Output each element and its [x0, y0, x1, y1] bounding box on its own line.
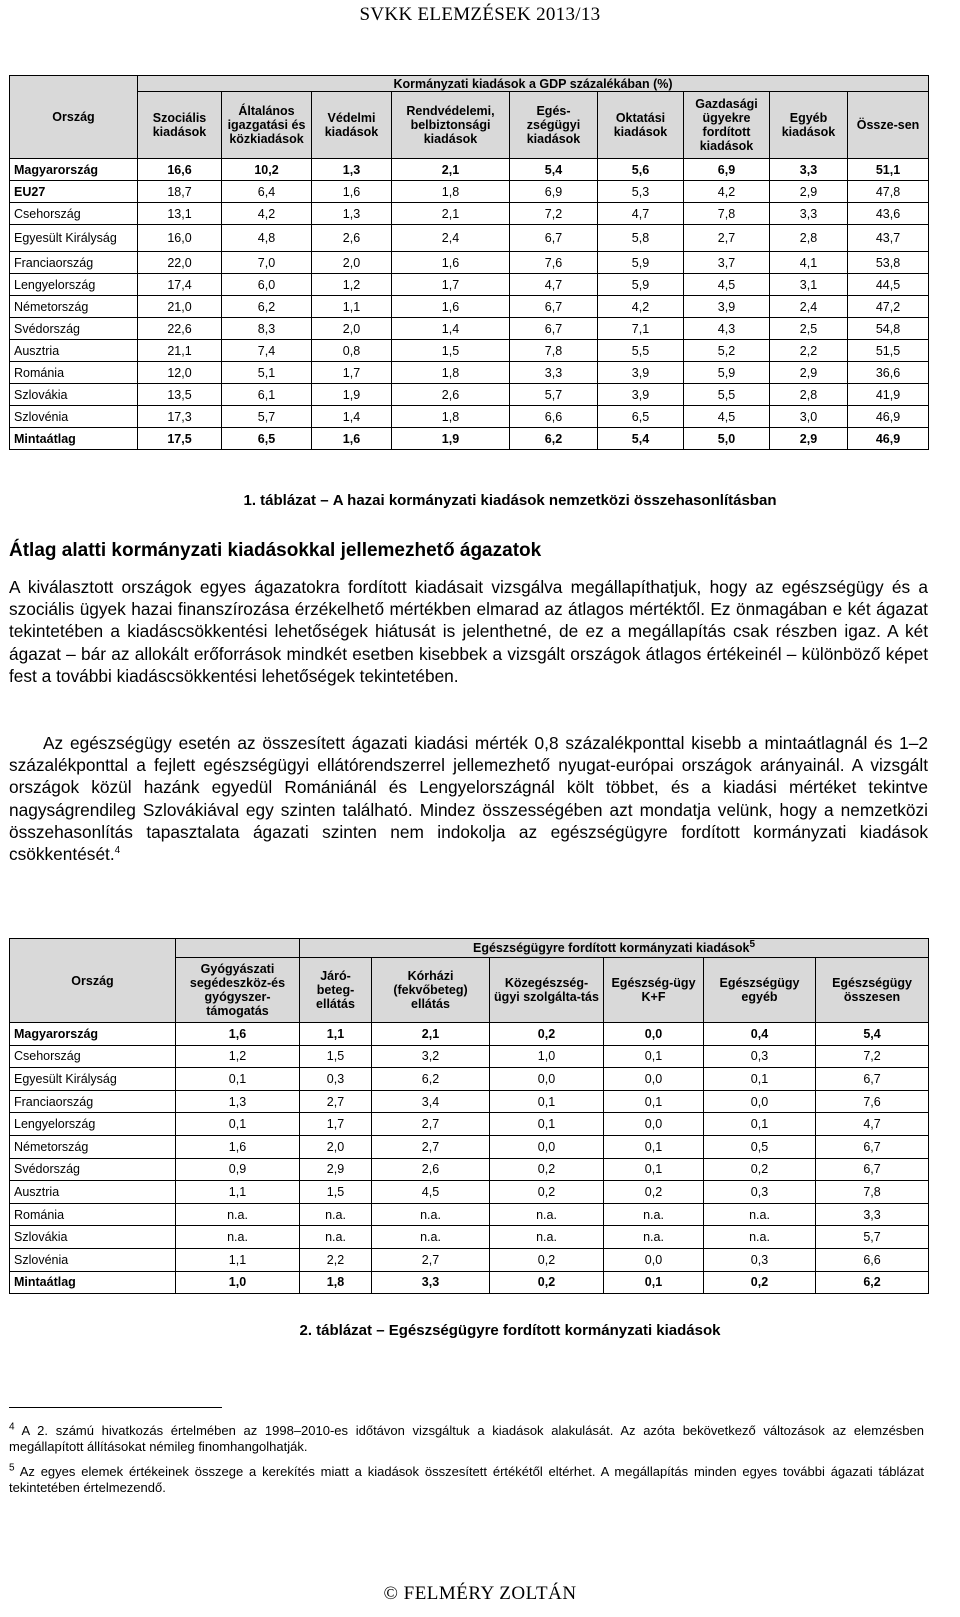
cell: 2,2	[770, 340, 848, 362]
cell: n.a.	[604, 1226, 704, 1249]
cell: n.a.	[300, 1226, 372, 1249]
cell: 7,8	[816, 1181, 929, 1204]
cell: 5,0	[684, 428, 770, 450]
cell: 5,4	[510, 159, 598, 181]
table-row	[10, 296, 929, 318]
cell: 0,8	[312, 340, 392, 362]
cell: 6,1	[222, 384, 312, 406]
cell: 44,5	[848, 274, 929, 296]
cell: 7,4	[222, 340, 312, 362]
row-country: Mintaátlag	[10, 1271, 176, 1294]
cell: 0,3	[704, 1181, 816, 1204]
row-country: Svédország	[10, 318, 138, 340]
cell: 46,9	[848, 428, 929, 450]
cell: 6,6	[816, 1248, 929, 1271]
cell: 1,5	[300, 1181, 372, 1204]
cell: 4,7	[598, 203, 684, 225]
table-row	[10, 1248, 929, 1271]
cell: 0,2	[490, 1271, 604, 1294]
caption-prefix: 2. táblázat	[299, 1322, 373, 1339]
cell: 5,5	[684, 384, 770, 406]
col-header-health-other: Egészségügy egyéb	[704, 958, 816, 1023]
cell: 43,7	[848, 225, 929, 252]
paragraph: A kiválasztott országok egyes ágazatokra fordított kiadásait vizsgálva megállapíthatjuk, hogy az egészségügy és a szociális ügyek hazai finanszírozása érzékelhető mértékben elmarad az átlagos mértéktől. Ez önmagában e két ágazat tekintetében a kiadáscsökkentési lehetőségek hiátusát is jelenthetné, de ez a megállapítás csak részben igaz. A két ágazat – bár az allokált erőforrások mindkét esetben kisebbek a vizsgált országok átlagos értékeinél – különböző képet fest a további kiadáscsökkentési lehetőségek tekintetében.	[9, 577, 928, 686]
cell: 2,8	[770, 225, 848, 252]
row-country: Franciaország	[10, 1090, 176, 1113]
row-country: Ausztria	[10, 1181, 176, 1204]
table-row	[10, 1135, 929, 1158]
cell: 3,1	[770, 274, 848, 296]
cell: 2,7	[372, 1113, 490, 1136]
cell: 0,1	[604, 1090, 704, 1113]
footnote-text: A 2. számú hivatkozás értelmében az 1998–2010-es időtávon vizsgáltuk a kiadások alakulását. Az azóta bekövetkező változások az elemzésben megállapított állításokat némileg finomhangolhatják.	[9, 1423, 924, 1454]
cell: 0,3	[704, 1248, 816, 1271]
col-header-country: Ország	[10, 76, 138, 159]
caption-text: Egészségügyre fordított kormányzati kiadások	[388, 1322, 721, 1339]
table-row	[10, 1068, 929, 1091]
cell: 7,8	[510, 340, 598, 362]
cell: 2,0	[300, 1135, 372, 1158]
col-header-country: Ország	[10, 939, 176, 1023]
table-row	[10, 428, 929, 450]
cell: 0,1	[176, 1068, 300, 1091]
cell: 3,3	[770, 159, 848, 181]
col-header-defence: Védelmi kiadások	[312, 92, 392, 159]
cell: 3,9	[598, 384, 684, 406]
cell: n.a.	[704, 1226, 816, 1249]
cell: 1,5	[300, 1045, 372, 1068]
row-country: Lengyelország	[10, 274, 138, 296]
cell: 4,8	[222, 225, 312, 252]
cell: 0,1	[490, 1090, 604, 1113]
cell: 4,1	[770, 252, 848, 274]
cell: n.a.	[372, 1203, 490, 1226]
cell: 0,1	[604, 1135, 704, 1158]
cell: 1,3	[312, 159, 392, 181]
cell: 1,7	[392, 274, 510, 296]
cell: 0,2	[704, 1271, 816, 1294]
footnote-ref: 5	[749, 938, 756, 950]
row-country: Egyesült Királyság	[10, 1068, 176, 1091]
col-header-hospital: Kórházi (fekvőbeteg) ellátás	[372, 958, 490, 1023]
cell: 5,3	[598, 181, 684, 203]
cell: 17,3	[138, 406, 222, 428]
row-country: Csehország	[10, 1045, 176, 1068]
cell: 47,8	[848, 181, 929, 203]
row-country: Magyarország	[10, 1023, 176, 1046]
row-country: Mintaátlag	[10, 428, 138, 450]
row-country: Szlovénia	[10, 406, 138, 428]
cell: 1,6	[312, 428, 392, 450]
cell: 2,6	[392, 384, 510, 406]
cell: 5,4	[598, 428, 684, 450]
cell: n.a.	[490, 1203, 604, 1226]
cell: 1,6	[176, 1135, 300, 1158]
row-country: Lengyelország	[10, 1113, 176, 1136]
table-row	[10, 1023, 929, 1046]
cell: 0,2	[490, 1181, 604, 1204]
cell: 6,2	[510, 428, 598, 450]
cell: n.a.	[300, 1203, 372, 1226]
col-header-health: Egés-zségügyi kiadások	[510, 92, 598, 159]
cell: 10,2	[222, 159, 312, 181]
cell: 2,1	[392, 203, 510, 225]
col-header-health-total: Egészségügy összesen	[816, 958, 929, 1023]
cell: 2,9	[770, 181, 848, 203]
cell: 7,2	[816, 1045, 929, 1068]
cell: 2,7	[300, 1090, 372, 1113]
table-row	[10, 340, 929, 362]
row-country: Románia	[10, 1203, 176, 1226]
cell: 5,9	[598, 252, 684, 274]
paragraph-text: Az egészségügy esetén az összesített ágazati kiadási mérték 0,8 százalékponttal kisebb a mintaátlagnál és 1–2 százalékponttal a fejlett egészségügyi ellátórendszerrel jellemezhető nyugat-európai országok arányainál. A vizsgált országok közül hazánk egyedül Romániánál és Lengyelországnál költ többet, és a kiadási mértéket tekintve nagyságrendileg Szlovákiával egy szinten található. Mindez összességében azt mondatja velünk, hogy a nemzetközi összehasonlítás tapasztalata ágazati szinten nem indokolja az egészségügyre fordított kormányzati kiadások csökkentését.	[9, 733, 928, 865]
cell: 1,6	[392, 252, 510, 274]
cell: 0,1	[604, 1271, 704, 1294]
cell: 2,7	[372, 1248, 490, 1271]
cell: 5,2	[684, 340, 770, 362]
cell: 4,5	[684, 274, 770, 296]
col-header-social: Szociális kiadások	[138, 92, 222, 159]
cell: 6,9	[684, 159, 770, 181]
table-row	[10, 362, 929, 384]
table-row	[10, 225, 929, 252]
table-row	[10, 1045, 929, 1068]
cell: 4,2	[684, 181, 770, 203]
cell: 3,7	[684, 252, 770, 274]
col-header-medical-aids: Gyógyászati segédeszköz-és gyógyszer-támogatás	[176, 958, 300, 1023]
cell: 1,1	[176, 1248, 300, 1271]
cell: 6,7	[816, 1158, 929, 1181]
cell: 5,4	[816, 1023, 929, 1046]
cell: 0,0	[604, 1113, 704, 1136]
cell: 5,6	[598, 159, 684, 181]
cell: 1,7	[312, 362, 392, 384]
row-country: Németország	[10, 1135, 176, 1158]
cell: 1,0	[490, 1045, 604, 1068]
cell: 2,8	[770, 384, 848, 406]
cell: 3,4	[372, 1090, 490, 1113]
cell: 1,6	[176, 1023, 300, 1046]
footnote-divider	[9, 1407, 222, 1408]
cell: 2,6	[372, 1158, 490, 1181]
cell: 13,5	[138, 384, 222, 406]
cell: 47,2	[848, 296, 929, 318]
cell: n.a.	[176, 1226, 300, 1249]
footnote	[9, 1423, 924, 1455]
cell: 2,2	[300, 1248, 372, 1271]
cell: 5,5	[598, 340, 684, 362]
table-row	[10, 1158, 929, 1181]
cell: 12,0	[138, 362, 222, 384]
cell: 51,5	[848, 340, 929, 362]
cell: 0,9	[176, 1158, 300, 1181]
cell: 0,1	[490, 1113, 604, 1136]
cell: 3,3	[770, 203, 848, 225]
running-footer: © FELMÉRY ZOLTÁN	[383, 1583, 577, 1604]
cell: 6,7	[816, 1135, 929, 1158]
cell: 2,1	[372, 1023, 490, 1046]
cell: 3,3	[510, 362, 598, 384]
cell: 3,9	[684, 296, 770, 318]
cell: n.a.	[604, 1203, 704, 1226]
cell: 0,1	[176, 1113, 300, 1136]
cell: 1,8	[392, 181, 510, 203]
cell: 6,2	[222, 296, 312, 318]
table-group-header: Kormányzati kiadások a GDP százalékában (%)	[138, 76, 929, 92]
col-header-public-health: Közegészség-ügyi szolgálta-tás	[490, 958, 604, 1023]
cell: 0,2	[704, 1158, 816, 1181]
cell: 1,1	[300, 1023, 372, 1046]
cell: 1,8	[300, 1271, 372, 1294]
footnote-ref: 4	[114, 845, 121, 857]
cell: 1,2	[312, 274, 392, 296]
row-country: Románia	[10, 362, 138, 384]
cell: 41,9	[848, 384, 929, 406]
table-row	[10, 203, 929, 225]
table-row	[10, 1226, 929, 1249]
table-health-expenditure	[9, 938, 929, 1294]
footnote-number: 5	[9, 1462, 15, 1474]
cell: 7,2	[510, 203, 598, 225]
table-row	[10, 274, 929, 296]
cell: 6,2	[816, 1271, 929, 1294]
cell: 3,0	[770, 406, 848, 428]
cell: 5,7	[510, 384, 598, 406]
table-row	[10, 1113, 929, 1136]
cell: 0,0	[490, 1135, 604, 1158]
cell: 1,3	[176, 1090, 300, 1113]
cell: 1,9	[312, 384, 392, 406]
row-country: Szlovénia	[10, 1248, 176, 1271]
cell: 4,5	[372, 1181, 490, 1204]
cell: 46,9	[848, 406, 929, 428]
table-row	[10, 159, 929, 181]
cell: 6,7	[510, 318, 598, 340]
cell: 0,2	[604, 1181, 704, 1204]
footnote-text: Az egyes elemek értékeinek összege a kerekítés miatt a kiadások összesített értékétől eltérhet. A megállapítás minden egyes további ágazati táblázat tekintetében értelmezendő.	[9, 1464, 924, 1495]
cell: 1,2	[176, 1045, 300, 1068]
group-header-text: Egészségügyre fordított kormányzati kiadások	[473, 941, 750, 955]
cell: 5,9	[684, 362, 770, 384]
cell: 1,3	[312, 203, 392, 225]
cell: 6,7	[510, 225, 598, 252]
cell: 3,3	[816, 1203, 929, 1226]
cell: 0,1	[704, 1113, 816, 1136]
cell: 0,2	[490, 1023, 604, 1046]
cell: 0,0	[490, 1068, 604, 1091]
cell: 7,1	[598, 318, 684, 340]
cell: 2,4	[770, 296, 848, 318]
cell: 2,9	[770, 362, 848, 384]
cell: 0,0	[704, 1090, 816, 1113]
row-country: Egyesült Királyság	[10, 225, 138, 252]
col-header-total: Össze-sen	[848, 92, 929, 159]
col-header-outpatient: Járó-beteg-ellátás	[300, 958, 372, 1023]
table-row	[10, 1271, 929, 1294]
cell: 6,5	[222, 428, 312, 450]
col-header-other: Egyéb kiadások	[770, 92, 848, 159]
cell: 16,6	[138, 159, 222, 181]
cell: 0,3	[300, 1068, 372, 1091]
cell: 1,8	[392, 406, 510, 428]
cell: 6,2	[372, 1068, 490, 1091]
cell: 17,4	[138, 274, 222, 296]
caption-prefix: 1. táblázat	[243, 492, 317, 509]
cell: 5,1	[222, 362, 312, 384]
cell: 0,2	[490, 1158, 604, 1181]
caption-dash: –	[376, 1322, 385, 1339]
cell: n.a.	[704, 1203, 816, 1226]
cell: 7,6	[510, 252, 598, 274]
cell: 1,1	[176, 1181, 300, 1204]
running-header: SVKK ELEMZÉSEK 2013/13	[359, 4, 601, 25]
table-row	[10, 1181, 929, 1204]
cell: 1,8	[392, 362, 510, 384]
cell: 53,8	[848, 252, 929, 274]
cell: 2,7	[684, 225, 770, 252]
cell: 0,3	[704, 1045, 816, 1068]
cell: 1,6	[312, 181, 392, 203]
cell: 1,7	[300, 1113, 372, 1136]
cell: 0,4	[704, 1023, 816, 1046]
table-row	[10, 181, 929, 203]
caption-dash: –	[320, 492, 329, 509]
cell: 54,8	[848, 318, 929, 340]
footnote-number: 4	[9, 1421, 15, 1433]
cell: 1,4	[312, 406, 392, 428]
cell: 1,5	[392, 340, 510, 362]
cell: 2,9	[770, 428, 848, 450]
col-header-health-rnd: Egészség-ügy K+F	[604, 958, 704, 1023]
cell: 2,6	[312, 225, 392, 252]
cell: 0,1	[604, 1158, 704, 1181]
row-country: Magyarország	[10, 159, 138, 181]
blank-header-cell	[176, 939, 300, 958]
cell: 6,4	[222, 181, 312, 203]
cell: 6,0	[222, 274, 312, 296]
cell: 5,7	[222, 406, 312, 428]
cell: n.a.	[490, 1226, 604, 1249]
table-row	[10, 1203, 929, 1226]
cell: 18,7	[138, 181, 222, 203]
cell: 6,7	[816, 1068, 929, 1091]
cell: 51,1	[848, 159, 929, 181]
cell: 4,7	[510, 274, 598, 296]
cell: 2,0	[312, 252, 392, 274]
cell: 16,0	[138, 225, 222, 252]
cell: 21,1	[138, 340, 222, 362]
cell: 0,0	[604, 1068, 704, 1091]
footnote	[9, 1464, 924, 1496]
table1-caption	[60, 492, 960, 509]
cell: 0,5	[704, 1135, 816, 1158]
col-header-economic: Gazdasági ügyekre fordított kiadások	[684, 92, 770, 159]
cell: 36,6	[848, 362, 929, 384]
col-header-education: Oktatási kiadások	[598, 92, 684, 159]
cell: 5,7	[816, 1226, 929, 1249]
cell: 3,2	[372, 1045, 490, 1068]
cell: 2,9	[300, 1158, 372, 1181]
caption-text: A hazai kormányzati kiadások nemzetközi összehasonlításban	[332, 492, 777, 509]
row-country: EU27	[10, 181, 138, 203]
cell: 7,0	[222, 252, 312, 274]
col-header-general-admin: Általános igazgatási és közkiadások	[222, 92, 312, 159]
cell: 2,1	[392, 159, 510, 181]
cell: 17,5	[138, 428, 222, 450]
cell: 2,7	[372, 1135, 490, 1158]
cell: 7,6	[816, 1090, 929, 1113]
cell: 1,9	[392, 428, 510, 450]
cell: 22,6	[138, 318, 222, 340]
cell: 3,9	[598, 362, 684, 384]
table2-caption	[60, 1322, 960, 1339]
cell: 4,2	[598, 296, 684, 318]
cell: 43,6	[848, 203, 929, 225]
section-heading: Átlag alatti kormányzati kiadásokkal jellemezhető ágazatok	[9, 540, 542, 561]
cell: 2,4	[392, 225, 510, 252]
cell: 1,4	[392, 318, 510, 340]
table-row	[10, 406, 929, 428]
cell: 8,3	[222, 318, 312, 340]
cell: n.a.	[176, 1203, 300, 1226]
table-government-expenditure	[9, 75, 929, 450]
cell: 6,5	[598, 406, 684, 428]
cell: 6,6	[510, 406, 598, 428]
cell: 0,2	[490, 1248, 604, 1271]
cell: 0,1	[704, 1068, 816, 1091]
row-country: Szlovákia	[10, 1226, 176, 1249]
cell: 2,0	[312, 318, 392, 340]
cell: 6,9	[510, 181, 598, 203]
cell: 22,0	[138, 252, 222, 274]
cell: 1,6	[392, 296, 510, 318]
cell: 2,5	[770, 318, 848, 340]
cell: 21,0	[138, 296, 222, 318]
row-country: Franciaország	[10, 252, 138, 274]
table-row	[10, 318, 929, 340]
cell: 0,1	[604, 1045, 704, 1068]
cell: 4,3	[684, 318, 770, 340]
cell: 5,9	[598, 274, 684, 296]
cell: 0,0	[604, 1248, 704, 1271]
table-row	[10, 252, 929, 274]
cell: 4,7	[816, 1113, 929, 1136]
row-country: Ausztria	[10, 340, 138, 362]
cell: 1,1	[312, 296, 392, 318]
cell: 7,8	[684, 203, 770, 225]
cell: 1,0	[176, 1271, 300, 1294]
row-country: Németország	[10, 296, 138, 318]
cell: 0,0	[604, 1023, 704, 1046]
paragraph	[9, 732, 928, 865]
row-country: Szlovákia	[10, 384, 138, 406]
cell: n.a.	[372, 1226, 490, 1249]
cell: 3,3	[372, 1271, 490, 1294]
cell: 4,5	[684, 406, 770, 428]
cell: 13,1	[138, 203, 222, 225]
cell: 6,7	[510, 296, 598, 318]
col-header-public-order: Rendvédelemi, belbiztonsági kiadások	[392, 92, 510, 159]
row-country: Svédország	[10, 1158, 176, 1181]
cell: 5,8	[598, 225, 684, 252]
table-row	[10, 1090, 929, 1113]
row-country: Csehország	[10, 203, 138, 225]
table-row	[10, 384, 929, 406]
table-group-header	[300, 939, 929, 958]
cell: 4,2	[222, 203, 312, 225]
